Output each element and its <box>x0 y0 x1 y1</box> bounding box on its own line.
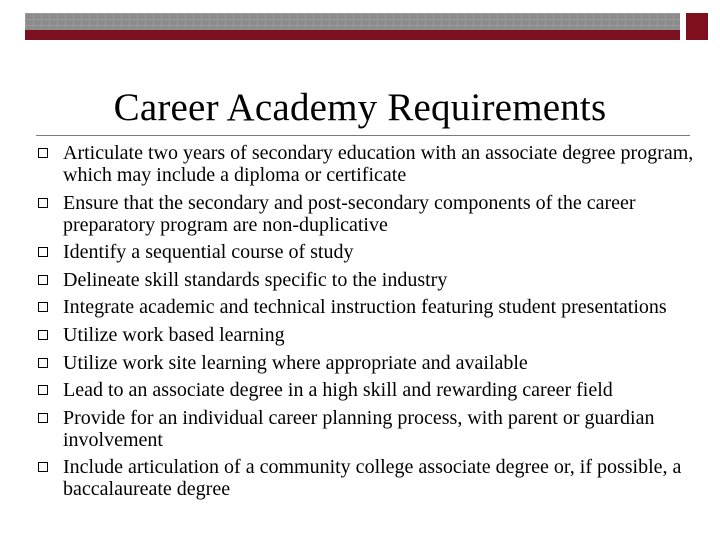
list-item-text: Ensure that the secondary and post-secondary components of the career preparatory program are non-duplicative <box>63 191 636 236</box>
list-item <box>38 407 698 451</box>
hollow-square-bullet-icon <box>38 247 48 257</box>
title-divider <box>36 135 690 136</box>
list-item-text: Identify a sequential course of study <box>63 241 354 264</box>
hollow-square-bullet-icon <box>38 302 48 312</box>
list-item <box>38 379 698 401</box>
list-item <box>38 456 698 500</box>
requirements-list <box>38 142 698 506</box>
list-item <box>38 324 698 346</box>
list-item-text: Utilize work site learning where appropriate and available <box>63 351 528 374</box>
list-item-text: Lead to an associate degree in a high skill and rewarding career field <box>63 379 613 402</box>
list-item-text: Articulate two years of secondary education with an associate degree program, which may include a diploma or certificate <box>63 142 694 186</box>
list-item <box>38 142 698 186</box>
list-item <box>38 352 698 374</box>
hollow-square-bullet-icon <box>38 462 48 472</box>
header-maroon-band <box>25 30 680 40</box>
hollow-square-bullet-icon <box>38 275 48 285</box>
list-item <box>38 269 698 291</box>
list-item <box>38 192 698 236</box>
list-item-text: Integrate academic and technical instruction featuring student presentations <box>63 296 667 319</box>
hollow-square-bullet-icon <box>38 385 48 395</box>
header-gray-grid-band <box>25 13 680 30</box>
hollow-square-bullet-icon <box>38 413 48 423</box>
hollow-square-bullet-icon <box>38 148 48 158</box>
header-decorative-band <box>25 13 680 40</box>
hollow-square-bullet-icon <box>38 358 48 368</box>
header-corner-square <box>686 13 708 40</box>
hollow-square-bullet-icon <box>38 198 48 208</box>
list-item-text: Delineate skill standards specific to the industry <box>63 268 448 291</box>
hollow-square-bullet-icon <box>38 330 48 340</box>
list-item-text: Provide for an individual career planning process, with parent or guardian involvement <box>63 406 655 451</box>
list-item <box>38 296 698 318</box>
list-item-text: Utilize work based learning <box>63 323 285 346</box>
list-item <box>38 241 698 263</box>
list-item-text: Include articulation of a community college associate degree or, if possible, a baccalaureate degree <box>63 456 682 501</box>
slide-title: Career Academy Requirements <box>113 86 607 129</box>
